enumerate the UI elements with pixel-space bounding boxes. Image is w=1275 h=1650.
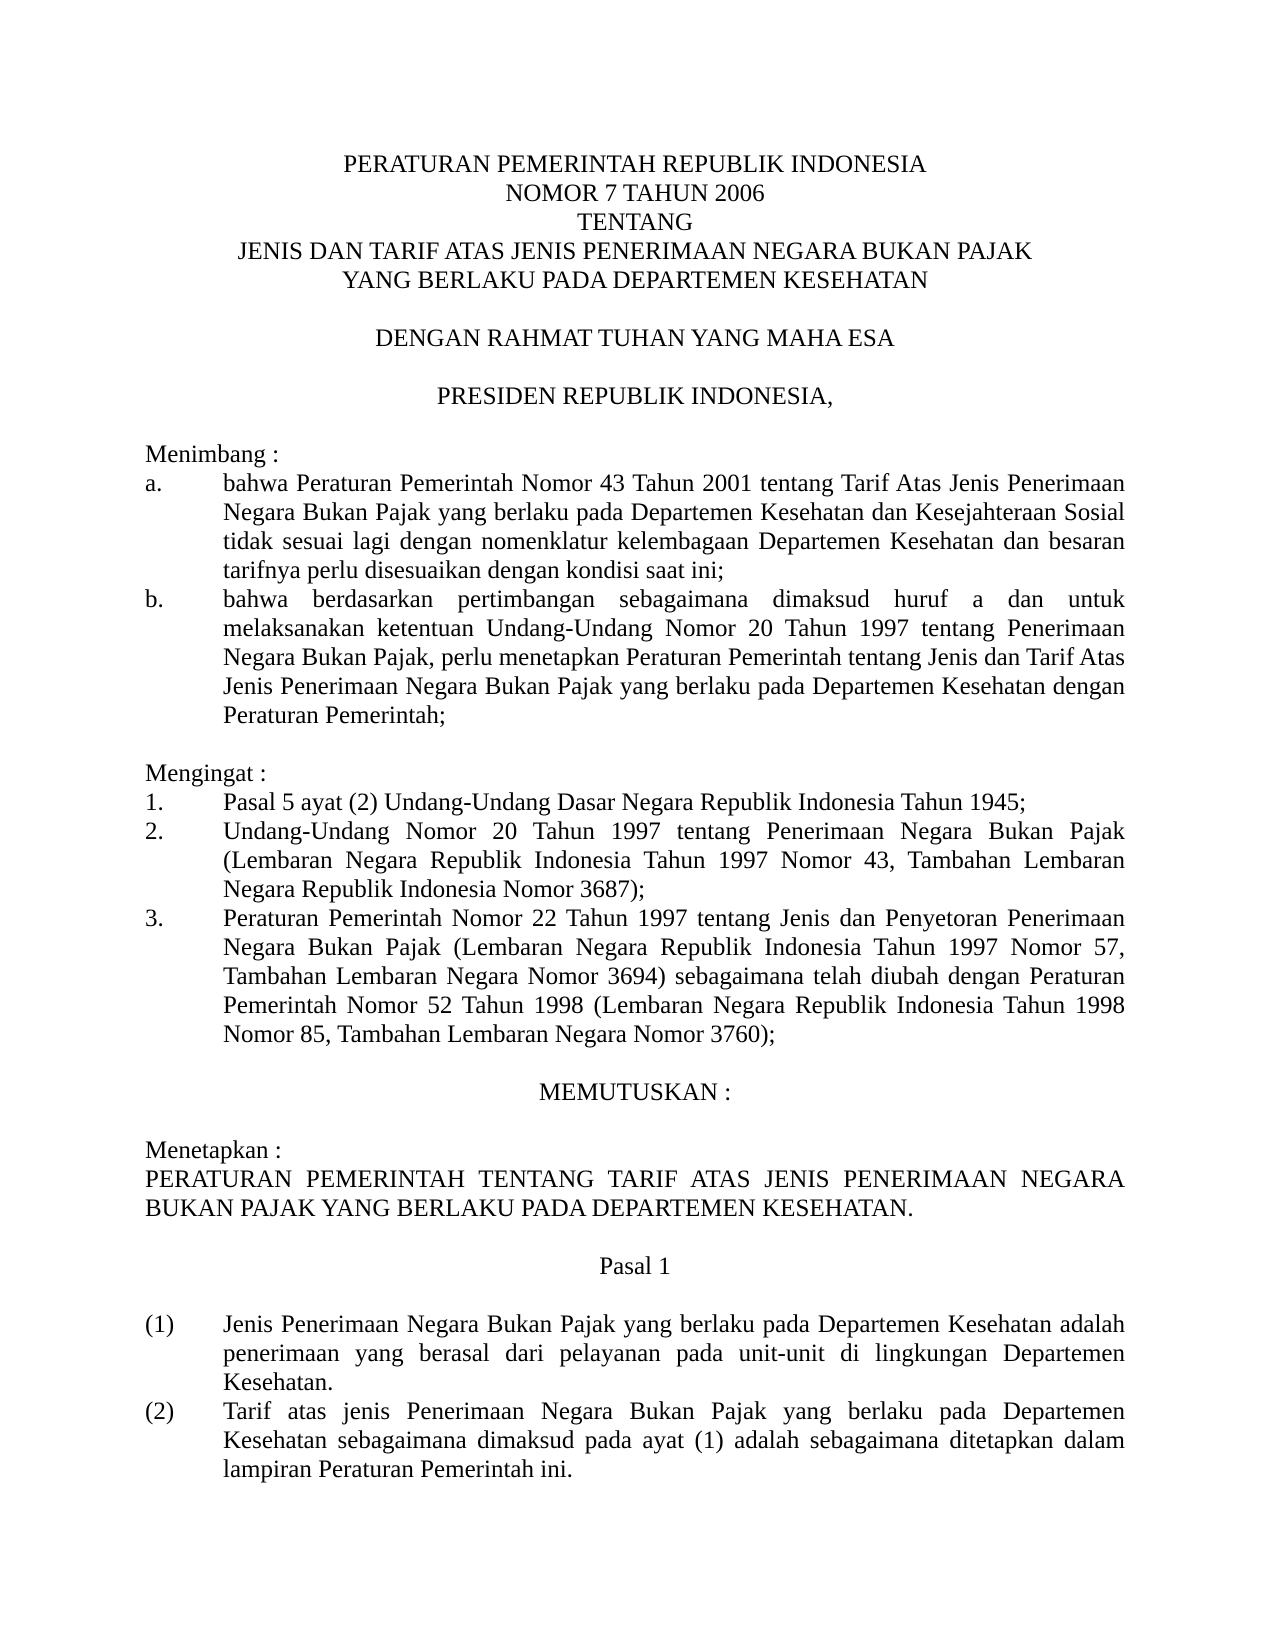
document-content	[145, 150, 1125, 1484]
doc-title-line-4: JENIS DAN TARIF ATAS JENIS PENERIMAAN NEGARA BUKAN PAJAK	[237, 238, 1033, 265]
item-text: Tarif atas jenis Penerimaan Negara Bukan Pajak yang berlaku pada Departemen Kesehatan sebagaimana dimaksud pada ayat (1) adalah sebagaimana ditetapkan dalam lampiran Peraturan Pemerintah ini.	[223, 1398, 1125, 1483]
doc-title-line-2: NOMOR 7 TAHUN 2006	[505, 180, 765, 207]
menimbang-label: Menimbang :	[145, 441, 280, 468]
item-marker: b.	[145, 586, 164, 613]
mengingat-item-2	[145, 817, 1125, 904]
menetapkan-label: Menetapkan :	[145, 1137, 282, 1164]
menimbang-item-a	[145, 469, 1125, 585]
memutuskan-heading: MEMUTUSKAN :	[538, 1079, 732, 1106]
menimbang-item-b	[145, 585, 1125, 730]
doc-title-line-1: PERATURAN PEMERINTAH REPUBLIK INDONESIA	[343, 151, 927, 178]
item-text: bahwa berdasarkan pertimbangan sebagaimana dimaksud huruf a dan untuk melaksanakan ketentuan Undang-Undang Nomor 20 Tahun 1997 tentang Penerimaan Negara Bukan Pajak, perlu menetapkan Peraturan Pemerintah tentang Jenis dan Tarif Atas Jenis Penerimaan Negara Bukan Pajak yang berlaku pada Departemen Kesehatan dengan Peraturan Pemerintah;	[223, 586, 1125, 729]
doc-authority: PRESIDEN REPUBLIK INDONESIA,	[436, 383, 834, 410]
pasal-1-item-1	[145, 1310, 1125, 1397]
item-marker: a.	[145, 470, 163, 497]
pasal-1-heading: Pasal 1	[599, 1253, 671, 1280]
item-text: Undang-Undang Nomor 20 Tahun 1997 tentang Penerimaan Negara Bukan Pajak (Lembaran Negara Republik Indonesia Tahun 1997 Nomor 43, Tambahan Lembaran Negara Republik Indonesia Nomor 3687);	[223, 818, 1125, 903]
item-marker: (1)	[145, 1311, 175, 1338]
pasal-1-item-2	[145, 1397, 1125, 1484]
item-text: bahwa Peraturan Pemerintah Nomor 43 Tahun 2001 tentang Tarif Atas Jenis Penerimaan Negara Bukan Pajak yang berlaku pada Departemen Kesehatan dan Kesejahteraan Sosial tidak sesuai lagi dengan nomenklatur kelembagaan Departemen Kesehatan dan besaran tarifnya perlu disesuaikan dengan kondisi saat ini;	[223, 470, 1125, 584]
item-marker: 3.	[145, 905, 164, 932]
item-text: Peraturan Pemerintah Nomor 22 Tahun 1997 tentang Jenis dan Penyetoran Penerimaan Negara Bukan Pajak (Lembaran Negara Republik Indonesia Tahun 1997 Nomor 57, Tambahan Lembaran Negara Nomor 3694) sebagaimana telah diubah dengan Peraturan Pemerintah Nomor 52 Tahun 1998 (Lembaran Negara Republik Indonesia Tahun 1998 Nomor 85, Tambahan Lembaran Negara Nomor 3760);	[223, 905, 1125, 1048]
mengingat-label: Mengingat :	[145, 760, 267, 787]
doc-title-line-5: YANG BERLAKU PADA DEPARTEMEN KESEHATAN	[341, 267, 929, 294]
mengingat-item-1	[145, 788, 1125, 817]
menetapkan-text: PERATURAN PEMERINTAH TENTANG TARIF ATAS JENIS PENERIMAAN NEGARA BUKAN PAJAK YANG BERLAKU PADA DEPARTEMEN KESEHATAN.	[145, 1166, 1125, 1222]
item-text: Pasal 5 ayat (2) Undang-Undang Dasar Negara Republik Indonesia Tahun 1945;	[223, 789, 1027, 816]
doc-title-line-3: TENTANG	[576, 209, 694, 236]
item-marker: 1.	[145, 789, 164, 816]
item-marker: 2.	[145, 818, 164, 845]
item-text: Jenis Penerimaan Negara Bukan Pajak yang berlaku pada Departemen Kesehatan adalah penerimaan yang berasal dari pelayanan pada unit-unit di lingkungan Departemen Kesehatan.	[223, 1311, 1125, 1396]
doc-invocation: DENGAN RAHMAT TUHAN YANG MAHA ESA	[375, 325, 895, 352]
mengingat-item-3	[145, 904, 1125, 1049]
item-marker: (2)	[145, 1398, 175, 1425]
